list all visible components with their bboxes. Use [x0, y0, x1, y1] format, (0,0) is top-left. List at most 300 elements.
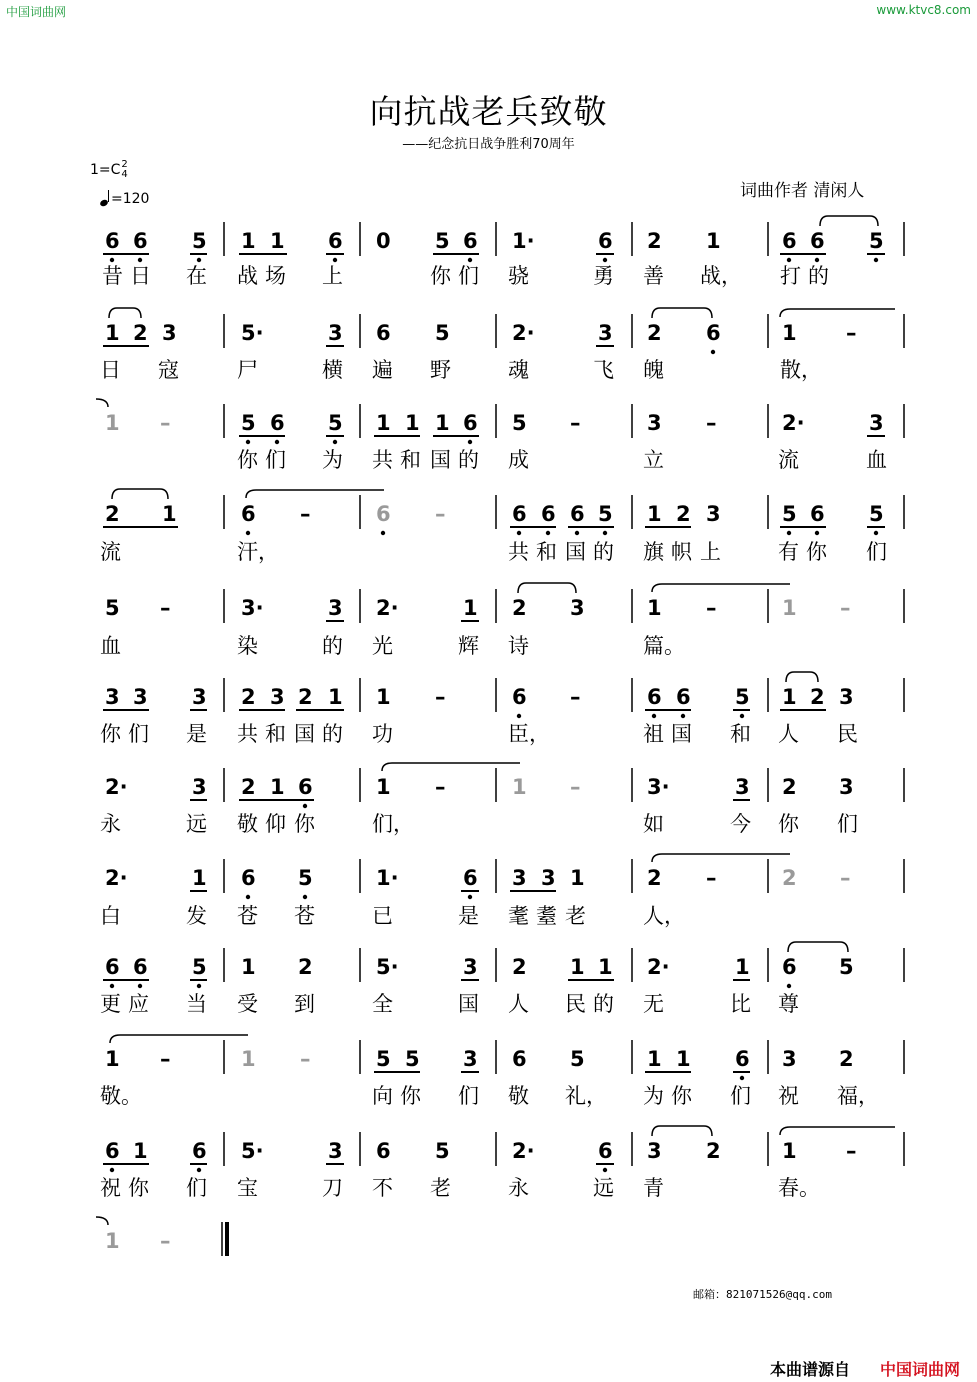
lyric-syllable: 汗，: [237, 540, 279, 564]
lyric-syllable: 散，: [780, 358, 822, 382]
low-octave-dot: [468, 895, 472, 899]
note: 6: [570, 502, 585, 526]
tie: [652, 854, 790, 862]
tie: [382, 763, 520, 771]
lyric-syllable: 为: [322, 448, 343, 472]
note: 3: [541, 866, 556, 890]
lyric-syllable: 祖: [643, 722, 664, 746]
note: 2: [782, 866, 797, 890]
note: 6: [676, 685, 691, 709]
note: 2: [647, 866, 662, 890]
note: 1: [105, 321, 120, 345]
lyric-syllable: 为: [643, 1084, 664, 1108]
lyric-syllable: 国: [565, 540, 586, 564]
note: 5: [192, 955, 207, 979]
note: 1: [512, 775, 527, 799]
note: 6: [735, 1047, 750, 1071]
lyric-syllable: 和: [400, 448, 421, 472]
footer-site-name: 中国词曲网: [880, 1360, 961, 1379]
dash-extender: –: [160, 596, 171, 620]
lyric-syllable: 勇: [593, 264, 614, 288]
lyric-line: [0, 630, 977, 660]
key-prefix: 1=C: [90, 162, 121, 178]
lyric-syllable: 敬。: [100, 1084, 142, 1108]
tie-continuation: [96, 1217, 108, 1225]
note: 5·: [241, 1139, 264, 1163]
note: 2: [706, 1139, 721, 1163]
lyric-syllable: 老: [565, 904, 586, 928]
lyric-syllable: 白: [100, 904, 121, 928]
time-numerator: 2: [121, 159, 128, 170]
slur: [786, 672, 818, 682]
lyric-syllable: 光: [372, 634, 393, 658]
lyric-syllable: 尸: [237, 358, 258, 382]
note: 6: [810, 502, 825, 526]
dash-extender: –: [840, 596, 851, 620]
note: 3·: [241, 596, 264, 620]
dash-extender: –: [570, 685, 581, 709]
dash-extender: –: [160, 1047, 171, 1071]
lyric-syllable: 国: [430, 448, 451, 472]
lyric-syllable: 魂: [508, 358, 529, 382]
slur: [652, 1126, 712, 1136]
lyric-syllable: 敬: [237, 812, 258, 836]
note: 2: [241, 685, 256, 709]
lyric-syllable: 野: [430, 358, 451, 382]
note: 3: [162, 321, 177, 345]
note: 2·: [376, 596, 399, 620]
lyric-syllable: 如: [643, 812, 664, 836]
lyric-syllable: 流: [100, 540, 121, 564]
lyric-syllable: 远: [593, 1176, 614, 1200]
lyric-syllable: 到: [294, 992, 315, 1016]
lyric-syllable: 是: [186, 722, 207, 746]
note: 1: [782, 596, 797, 620]
lyric-syllable: 血: [100, 634, 121, 658]
lyric-syllable: 的: [322, 722, 343, 746]
low-octave-dot: [517, 531, 521, 535]
note: 6: [328, 229, 343, 253]
lyric-syllable: 们: [458, 1084, 479, 1108]
note: 1: [782, 1139, 797, 1163]
lyric-syllable: 和: [536, 540, 557, 564]
note: 6: [105, 955, 120, 979]
lyric-syllable: 们: [866, 540, 887, 564]
tie: [110, 1035, 248, 1043]
lyric-line: [0, 536, 977, 566]
low-octave-dot: [874, 531, 878, 535]
note: 1: [192, 866, 207, 890]
note: 6: [647, 685, 662, 709]
low-octave-dot: [603, 531, 607, 535]
note: 5: [782, 502, 797, 526]
note: 1: [706, 229, 721, 253]
note: 5: [598, 502, 613, 526]
site-url-right: www.ktvc8.com: [876, 3, 971, 17]
note: 1: [647, 502, 662, 526]
lyric-syllable: 诗: [508, 634, 529, 658]
note: 3·: [647, 775, 670, 799]
low-octave-dot: [815, 531, 819, 535]
lyric-syllable: 立: [643, 448, 664, 472]
dash-extender: –: [570, 411, 581, 435]
lyric-syllable: 飞: [593, 358, 614, 382]
note: 5: [512, 411, 527, 435]
note: 1: [405, 411, 420, 435]
lyric-syllable: 仰: [265, 812, 286, 836]
lyric-syllable: 臣，: [508, 722, 550, 746]
lyric-syllable: 在: [186, 264, 207, 288]
note: 6: [463, 866, 478, 890]
note: 2: [241, 775, 256, 799]
note: 3: [192, 775, 207, 799]
note: 1: [598, 955, 613, 979]
note: 2·: [782, 411, 805, 435]
lyric-syllable: 你: [778, 812, 799, 836]
lyric-syllable: 青: [643, 1176, 664, 1200]
lyric-syllable: 旗: [643, 540, 664, 564]
note: 3: [512, 866, 527, 890]
slur: [652, 308, 712, 318]
slur: [788, 942, 848, 952]
note: 5: [435, 1139, 450, 1163]
note: 5: [192, 229, 207, 253]
lyric-syllable: 寇: [158, 358, 179, 382]
note: 1: [570, 866, 585, 890]
note: 6: [105, 229, 120, 253]
note: 1: [435, 411, 450, 435]
note: 5: [839, 955, 854, 979]
lyric-syllable: 们: [730, 1084, 751, 1108]
note: 1: [241, 955, 256, 979]
note: 3: [839, 685, 854, 709]
note: 3: [782, 1047, 797, 1071]
note: 1: [735, 955, 750, 979]
note: 1: [570, 955, 585, 979]
note: 1: [328, 685, 343, 709]
lyric-syllable: 已: [372, 904, 393, 928]
lyric-syllable: 苍: [294, 904, 315, 928]
note: 6: [376, 321, 391, 345]
lyric-syllable: 苍: [237, 904, 258, 928]
note: 2: [105, 502, 120, 526]
tie: [780, 309, 895, 317]
tie-continuation: [96, 399, 108, 407]
lyric-syllable: 祝: [778, 1084, 799, 1108]
dash-extender: –: [435, 775, 446, 799]
lyric-syllable: 老: [430, 1176, 451, 1200]
lyric-syllable: 共: [372, 448, 393, 472]
note: 3: [598, 321, 613, 345]
note: 5·: [241, 321, 264, 345]
note: 1: [241, 1047, 256, 1071]
note: 2: [782, 775, 797, 799]
note: 0: [376, 229, 391, 253]
note: 1·: [512, 229, 535, 253]
note: 3: [192, 685, 207, 709]
lyric-line: [0, 1080, 977, 1110]
note: 6: [598, 229, 613, 253]
note: 5: [435, 229, 450, 253]
lyric-syllable: 篇。: [643, 634, 685, 658]
lyric-syllable: 魄: [643, 358, 664, 382]
lyric-syllable: 共: [508, 540, 529, 564]
lyric-syllable: 全: [372, 992, 393, 1016]
lyric-syllable: 耋: [536, 904, 557, 928]
note: 1: [782, 685, 797, 709]
lyric-syllable: 横: [322, 358, 343, 382]
note: 5: [376, 1047, 391, 1071]
note: 1·: [376, 866, 399, 890]
note: 5: [435, 321, 450, 345]
slur: [112, 489, 168, 499]
lyric-syllable: 人，: [643, 904, 685, 928]
note: 6: [241, 502, 256, 526]
lyric-syllable: 你: [237, 448, 258, 472]
slur: [820, 216, 878, 226]
dash-extender: –: [706, 411, 717, 435]
lyric-syllable: 应: [128, 992, 149, 1016]
lyric-syllable: 国: [671, 722, 692, 746]
lyric-syllable: 和: [730, 722, 751, 746]
note: 3: [735, 775, 750, 799]
note: 6: [463, 229, 478, 253]
lyric-syllable: 有: [778, 540, 799, 564]
lyric-syllable: 的: [593, 540, 614, 564]
note: 5: [298, 866, 313, 890]
lyric-syllable: 今: [730, 812, 751, 836]
low-octave-dot: [381, 531, 385, 535]
note: 6: [376, 502, 391, 526]
low-octave-dot: [575, 531, 579, 535]
lyric-syllable: 祝: [100, 1176, 121, 1200]
note: 6: [133, 955, 148, 979]
composer-credit: 词曲作者 清闲人: [740, 181, 865, 201]
note: 1: [647, 1047, 662, 1071]
lyric-syllable: 们: [265, 448, 286, 472]
lyric-line: [0, 354, 977, 384]
note: 5: [735, 685, 750, 709]
note: 6: [541, 502, 556, 526]
note: 3: [270, 685, 285, 709]
lyric-syllable: 成: [508, 448, 529, 472]
low-octave-dot: [787, 531, 791, 535]
note: 6: [192, 1139, 207, 1163]
note: 3: [463, 955, 478, 979]
lyric-syllable: 民: [565, 992, 586, 1016]
note: 6: [512, 1047, 527, 1071]
note: 3: [328, 596, 343, 620]
note: 2: [512, 955, 527, 979]
lyric-syllable: 和: [265, 722, 286, 746]
dash-extender: –: [300, 1047, 311, 1071]
note: 1: [105, 411, 120, 435]
note: 1: [676, 1047, 691, 1071]
note: 6: [105, 1139, 120, 1163]
lyric-syllable: 们: [837, 812, 858, 836]
lyric-syllable: 善: [643, 264, 664, 288]
lyric-syllable: 尊: [778, 992, 799, 1016]
note: 2·: [512, 321, 535, 345]
note: 1: [162, 502, 177, 526]
lyric-syllable: 人: [508, 992, 529, 1016]
note: 3: [328, 321, 343, 345]
dash-extender: –: [706, 866, 717, 890]
note: 1: [463, 596, 478, 620]
note: 3: [839, 775, 854, 799]
lyric-syllable: 你: [294, 812, 315, 836]
lyric-syllable: 打: [780, 264, 801, 288]
note: 2: [647, 321, 662, 345]
lyric-syllable: 你: [806, 540, 827, 564]
note: 6: [706, 321, 721, 345]
lyric-syllable: 春。: [778, 1176, 820, 1200]
note: 5: [241, 411, 256, 435]
note: 6: [270, 411, 285, 435]
note: 2·: [647, 955, 670, 979]
time-denominator: 4: [121, 169, 128, 180]
lyric-syllable: 战: [237, 264, 258, 288]
note: 1: [376, 411, 391, 435]
lyric-syllable: 你: [430, 264, 451, 288]
low-octave-dot: [303, 895, 307, 899]
note: 6: [241, 866, 256, 890]
note: 6: [376, 1139, 391, 1163]
lyric-syllable: 们，: [372, 812, 414, 836]
lyric-line: [0, 260, 977, 290]
note: 2: [512, 596, 527, 620]
note: 1: [270, 775, 285, 799]
lyric-syllable: 国: [294, 722, 315, 746]
lyric-syllable: 无: [643, 992, 664, 1016]
lyric-syllable: 战，: [700, 264, 742, 288]
lyric-syllable: 染: [237, 634, 258, 658]
song-title: 向抗战老兵致敬: [369, 92, 608, 131]
note: 3: [463, 1047, 478, 1071]
lyric-syllable: 更: [100, 992, 121, 1016]
low-octave-dot: [246, 895, 250, 899]
lyric-syllable: 们: [128, 722, 149, 746]
note: 3: [328, 1139, 343, 1163]
tempo-value: =120: [111, 191, 150, 207]
song-subtitle: ——纪念抗日战争胜利70周年: [402, 137, 575, 152]
lyric-syllable: 宝: [237, 1176, 258, 1200]
lyric-line: [0, 1172, 977, 1202]
lyric-syllable: 远: [186, 812, 207, 836]
dash-extender: –: [706, 596, 717, 620]
lyric-syllable: 功: [372, 722, 393, 746]
lyric-syllable: 血: [866, 448, 887, 472]
note: 6: [782, 955, 797, 979]
note: 5: [105, 596, 120, 620]
lyric-syllable: 流: [778, 448, 799, 472]
contact-email: 邮箱：821071526@qq.com: [693, 1288, 832, 1301]
lyric-syllable: 的: [322, 634, 343, 658]
lyric-syllable: 日: [130, 264, 151, 288]
note: 1: [105, 1047, 120, 1071]
note: 2: [298, 955, 313, 979]
lyric-syllable: 昔: [102, 264, 123, 288]
lyric-syllable: 受: [237, 992, 258, 1016]
tie: [246, 490, 384, 498]
note: 3: [570, 596, 585, 620]
note: 3: [133, 685, 148, 709]
low-octave-dot: [546, 531, 550, 535]
lyric-syllable: 不: [372, 1176, 393, 1200]
note: 6: [598, 1139, 613, 1163]
note: 6: [782, 229, 797, 253]
note: 2·: [105, 866, 128, 890]
note: 1: [105, 1229, 120, 1253]
note: 3: [706, 502, 721, 526]
note: 1: [376, 775, 391, 799]
lyric-syllable: 是: [458, 904, 479, 928]
note: 2·: [105, 775, 128, 799]
note: 2: [676, 502, 691, 526]
note: 2: [298, 685, 313, 709]
lyric-syllable: 遍: [372, 358, 393, 382]
slur: [518, 583, 576, 593]
note: 5: [869, 229, 884, 253]
lyric-syllable: 敬: [508, 1084, 529, 1108]
note: 3: [647, 1139, 662, 1163]
low-octave-dot: [246, 531, 250, 535]
dash-extender: –: [160, 1229, 171, 1253]
note: 2: [133, 321, 148, 345]
note: 1: [782, 321, 797, 345]
lyric-syllable: 向: [372, 1084, 393, 1108]
slur: [109, 308, 141, 318]
lyric-syllable: 国: [458, 992, 479, 1016]
note: 5: [328, 411, 343, 435]
lyric-syllable: 当: [186, 992, 207, 1016]
lyric-line: [0, 718, 977, 748]
lyric-syllable: 骁: [508, 264, 529, 288]
note: 6: [512, 685, 527, 709]
tie: [780, 1127, 895, 1135]
lyric-syllable: 发: [186, 904, 207, 928]
lyric-syllable: 的: [808, 264, 829, 288]
dash-extender: –: [435, 685, 446, 709]
lyric-line: [0, 988, 977, 1018]
dash-extender: –: [846, 321, 857, 345]
lyric-syllable: 上: [700, 540, 721, 564]
footer-source-label: 本曲谱源自: [770, 1360, 851, 1379]
dash-extender: –: [300, 502, 311, 526]
lyric-syllable: 礼，: [565, 1084, 607, 1108]
lyric-syllable: 们: [458, 264, 479, 288]
lyric-syllable: 日: [100, 358, 121, 382]
note: 3: [647, 411, 662, 435]
note: 2: [839, 1047, 854, 1071]
dash-extender: –: [846, 1139, 857, 1163]
lyric-syllable: 的: [593, 992, 614, 1016]
note: 1: [376, 685, 391, 709]
note: 6: [298, 775, 313, 799]
dash-extender: –: [570, 775, 581, 799]
note: 3: [869, 411, 884, 435]
note: 6: [463, 411, 478, 435]
lyric-syllable: 耄: [508, 904, 529, 928]
dash-extender: –: [160, 411, 171, 435]
lyric-syllable: 民: [837, 722, 858, 746]
dash-extender: –: [435, 502, 446, 526]
note: 3: [105, 685, 120, 709]
lyric-syllable: 你: [671, 1084, 692, 1108]
note: 5: [869, 502, 884, 526]
note: 6: [810, 229, 825, 253]
lyric-syllable: 永: [508, 1176, 529, 1200]
